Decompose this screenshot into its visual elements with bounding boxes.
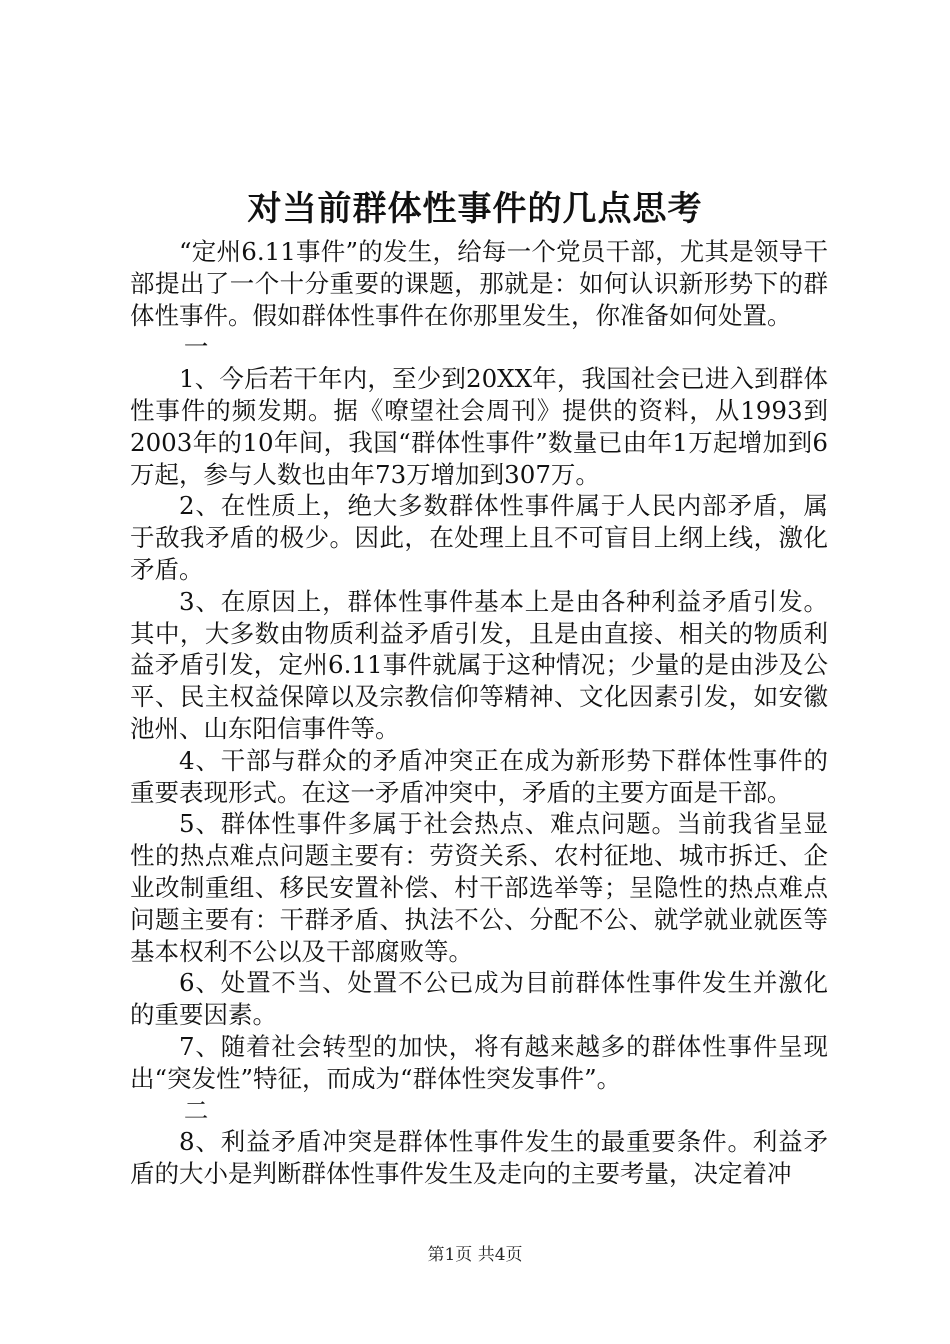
paragraph-point-7: 7、随着社会转型的加快，将有越来越多的群体性事件呈现出“突发性”特征，而成为“群体性突发事件”。: [130, 1031, 828, 1093]
paragraph-intro: “定州6.11事件”的发生，给每一个党员干部，尤其是领导干部提出了一个十分重要的课题，那就是：如何认识新形势下的群体性事件。假如群体性事件在你那里发生，你准备如何处置。: [130, 237, 828, 330]
paragraph-point-3: 3、在原因上，群体性事件基本上是由各种利益矛盾引发。其中，大多数由物质利益矛盾引发，且是由直接、相关的物质利益矛盾引发，定州6.11事件就属于这种情况；少量的是由涉及公平、民主权益保障以及宗教信仰等精神、文化因素引发，如安徽池州、山东阳信事件等。: [130, 586, 828, 743]
paragraph-point-4: 4、干部与群众的矛盾冲突正在成为新形势下群体性事件的重要表现形式。在这一矛盾冲突中，矛盾的主要方面是干部。: [130, 745, 828, 807]
paragraph-point-6: 6、处置不当、处置不公已成为目前群体性事件发生并激化的重要因素。: [130, 968, 828, 1030]
paragraph-point-8: 8、利益矛盾冲突是群体性事件发生的最重要条件。利益矛盾的大小是判断群体性事件发生及走向的主要考量，决定着冲: [130, 1127, 828, 1189]
page-footer: 第1页 共4页: [427, 1245, 523, 1265]
paragraph-point-1: 1、今后若干年内，至少到20XX年，我国社会已进入到群体性事件的频发期。据《嘹望社会周刊》提供的资料，从1993到2003年的10年间，我国“群体性事件”数量已由年1万起增加到6万起，参与人数也由年73万增加到307万。: [130, 364, 828, 489]
paragraph-point-2: 2、在性质上，绝大多数群体性事件属于人民内部矛盾，属于敌我矛盾的极少。因此，在处理上且不可盲目上纲上线，激化矛盾。: [130, 491, 828, 584]
section-heading-one: 一: [183, 332, 209, 362]
document-body: [130, 236, 828, 1190]
paragraph-point-5: 5、群体性事件多属于社会热点、难点问题。当前我省呈显性的热点难点问题主要有：劳资关系、农村征地、城市拆迁、企业改制重组、移民安置补偿、村干部选举等；呈隐性的热点难点问题主要有：干群矛盾、执法不公、分配不公、就学就业就医等基本权利不公以及干部腐败等。: [130, 809, 828, 966]
section-heading-two: 二: [183, 1095, 209, 1125]
document-title: 对当前群体性事件的几点思考: [247, 189, 703, 229]
